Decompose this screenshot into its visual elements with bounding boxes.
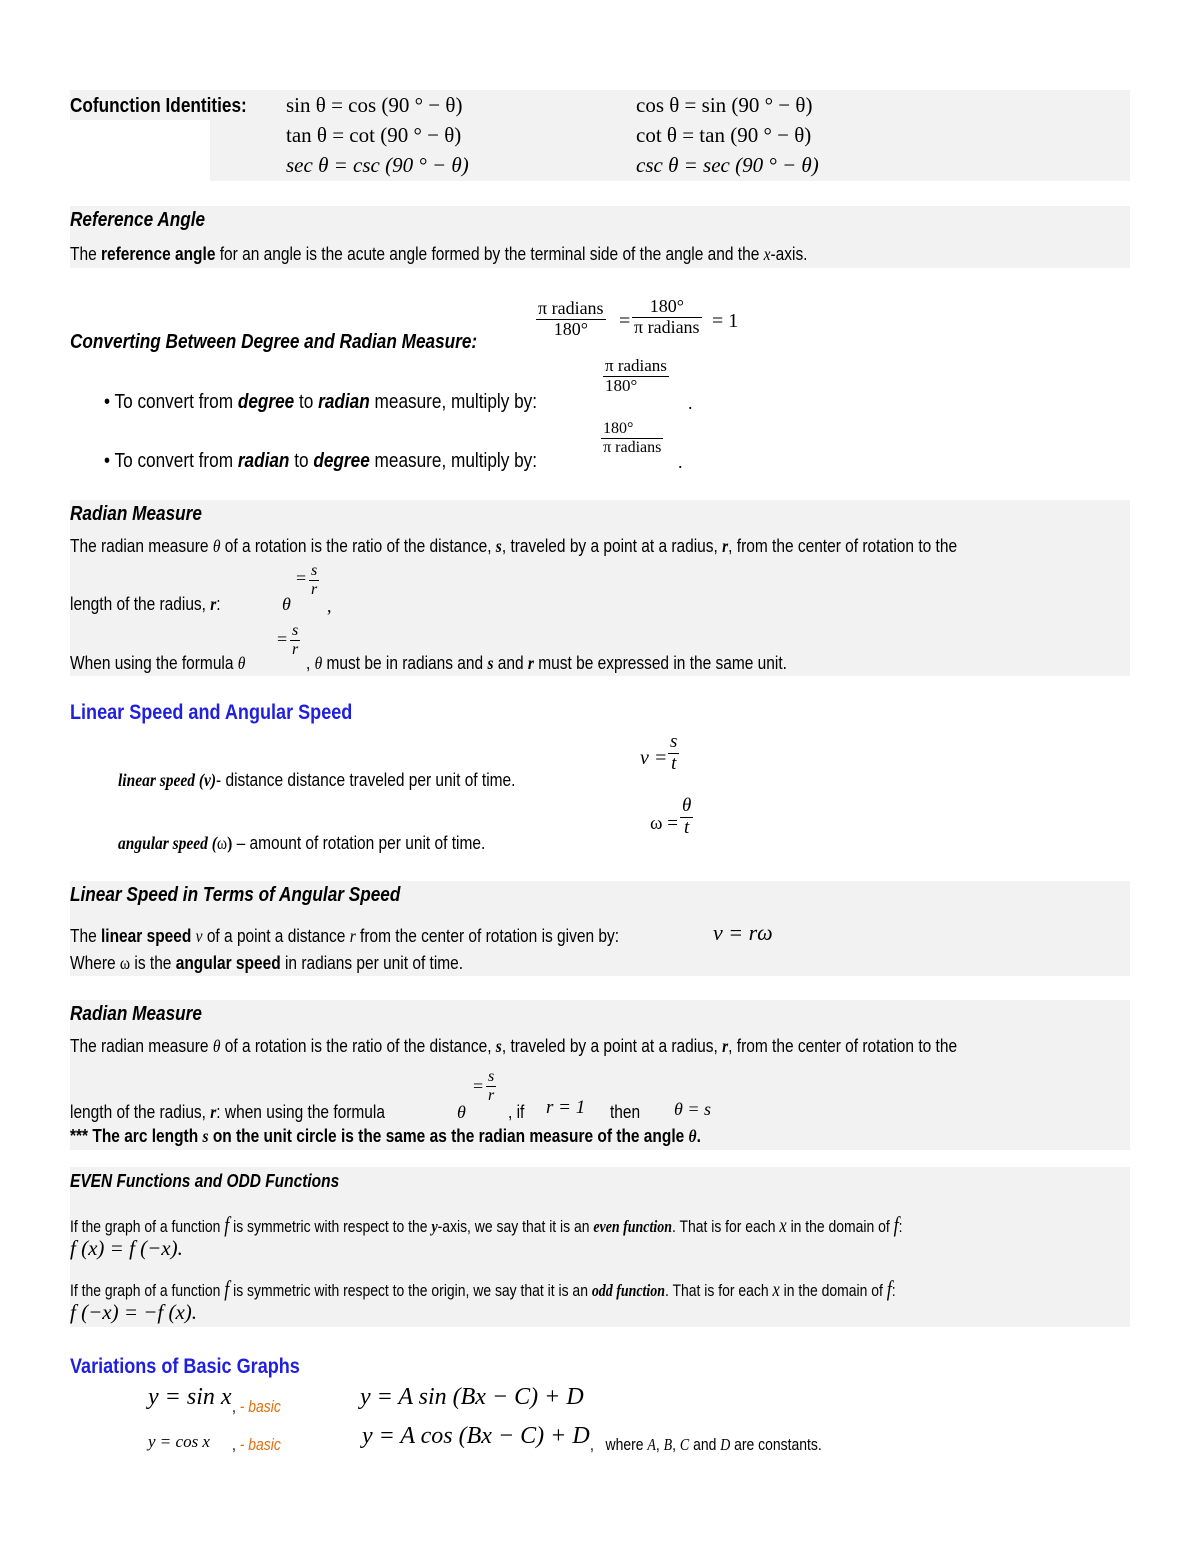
bullet-2-period: . bbox=[678, 452, 683, 472]
radian2-eqsign: = bbox=[473, 1076, 484, 1096]
radian2-r1: r = 1 bbox=[546, 1097, 586, 1118]
formula-comma: , bbox=[327, 596, 332, 616]
speed-title: Linear Speed and Angular Speed bbox=[70, 701, 353, 724]
formula2-s-over-r: $\frac{s}{r}$ bbox=[292, 622, 299, 658]
even-line: If the graph of a function f is symmetric with respect to the y-axis, we say that it is an even function. That is for each x in the domain of f: bbox=[70, 1212, 903, 1237]
cos-basic: y = cos x bbox=[148, 1432, 210, 1451]
cofunction-right-2: cot θ = tan (90 ° − θ) bbox=[636, 123, 812, 147]
radian1-title: Radian Measure bbox=[70, 503, 202, 525]
bullet-icon: • bbox=[104, 391, 111, 413]
convert-one: = 1 bbox=[712, 310, 739, 332]
convert-eq: = bbox=[619, 310, 631, 332]
convert-bullet-2: • To convert from radian to degree measure, multiply by: bbox=[104, 450, 538, 472]
convert-bullet-1: • To convert from degree to radian measure, multiply by: bbox=[104, 391, 538, 413]
terms-line2: Where ω is the angular speed in radians per unit of time. bbox=[70, 953, 464, 973]
cofunction-right-3: csc θ = sec (90 ° − θ) bbox=[636, 153, 819, 177]
cofunction-title: Cofunction Identities: bbox=[70, 95, 247, 117]
radian1-band bbox=[70, 500, 1130, 676]
cofunction-left-3: sec θ = csc (90 ° − θ) bbox=[286, 153, 469, 177]
reference-text: The reference angle for an angle is the acute angle formed by the terminal side of the angle and the x-axis. bbox=[70, 244, 808, 264]
angular-speed-row: angular speed (ω) – amount of rotation per unit of time. bbox=[118, 833, 486, 853]
formula2-eqsign: = bbox=[277, 629, 288, 649]
convert-title: Converting Between Degree and Radian Measure: bbox=[70, 331, 478, 353]
formula-eqsign: = bbox=[296, 568, 307, 588]
radian2-note: *** The arc length s on the unit circle is the same as the radian measure of the angle θ. bbox=[70, 1126, 701, 1146]
cos-general: y = A cos (Bx − C) + D bbox=[362, 1423, 590, 1449]
bullet-2-frac: 180° π radians bbox=[601, 420, 663, 456]
radian2-s-over-r: $\frac{s}{r}$ bbox=[488, 1068, 495, 1104]
sin-general: y = A sin (Bx − C) + D bbox=[360, 1384, 584, 1410]
bullet-icon: • bbox=[104, 450, 111, 472]
radian2-theta: θ bbox=[457, 1102, 466, 1122]
v-eq: v = bbox=[640, 747, 668, 769]
radian1-line1: The radian measure θ of a rotation is the ratio of the distance, s, traveled by a point at a radius, r, from the center of rotation to the bbox=[70, 536, 958, 556]
terms-title: Linear Speed in Terms of Angular Speed bbox=[70, 884, 401, 906]
formula-theta: θ bbox=[282, 594, 291, 614]
cofunction-right-1: cos θ = sin (90 ° − θ) bbox=[636, 93, 813, 117]
evenodd-title: EVEN Functions and ODD Functions bbox=[70, 1171, 340, 1191]
cofunction-left-2: tan θ = cot (90 ° − θ) bbox=[286, 123, 462, 147]
even-eq: f (x) = f (−x). bbox=[70, 1236, 183, 1260]
reference-title: Reference Angle bbox=[70, 209, 206, 231]
odd-eq: f (−x) = −f (x). bbox=[70, 1300, 198, 1324]
radian2-line1: The radian measure θ of a rotation is the ratio of the distance, s, traveled by a point at a radius, r, from the center of rotation to the bbox=[70, 1036, 958, 1056]
radian2-ts: θ = s bbox=[674, 1099, 711, 1119]
sin-basic: y = sin x bbox=[148, 1384, 232, 1410]
radian1-line3: When using the formula θ bbox=[70, 653, 246, 673]
cos-basic-label: , - basic bbox=[232, 1435, 281, 1454]
cofunction-left-1: sin θ = cos (90 ° − θ) bbox=[286, 93, 463, 117]
terms-line1: The linear speed v of a point a distance r from the center of rotation is given by: bbox=[70, 926, 620, 946]
linear-speed-row: linear speed (v)- distance distance traveled per unit of time. bbox=[118, 770, 516, 790]
sin-basic-label: , - basic bbox=[232, 1397, 281, 1416]
radian2-title: Radian Measure bbox=[70, 1003, 202, 1025]
radian2-line2: length of the radius, r: when using the formula bbox=[70, 1102, 385, 1122]
formula-s-over-r: $\frac{s}{r}$ bbox=[311, 562, 318, 598]
radian1-line3-rest: , θ must be in radians and s and r must be expressed in the same unit. bbox=[306, 653, 787, 673]
radian2-then: then bbox=[610, 1102, 641, 1122]
radian2-if: , if bbox=[508, 1102, 525, 1122]
variations-title: Variations of Basic Graphs bbox=[70, 1355, 300, 1378]
w-eq: ω = bbox=[650, 813, 678, 834]
terms-formula: v = rω bbox=[713, 920, 773, 945]
constants-note: , where A, B, C and D are constants. bbox=[590, 1435, 822, 1454]
bullet-1-period: . bbox=[688, 393, 693, 413]
convert-frac-2: 180° π radians bbox=[634, 296, 700, 337]
convert-frac-1: π radians 180° bbox=[538, 298, 604, 339]
odd-line: If the graph of a function f is symmetric with respect to the origin, we say that it is an odd function. That is for each x in the domain of f: bbox=[70, 1276, 896, 1301]
radian1-line2: length of the radius, r: bbox=[70, 594, 221, 614]
bullet-1-frac: π radians 180° bbox=[605, 356, 667, 395]
w-frac: $\frac{\theta}{t}$ bbox=[682, 795, 692, 838]
v-frac: $\frac{s}{t}$ bbox=[670, 731, 678, 774]
